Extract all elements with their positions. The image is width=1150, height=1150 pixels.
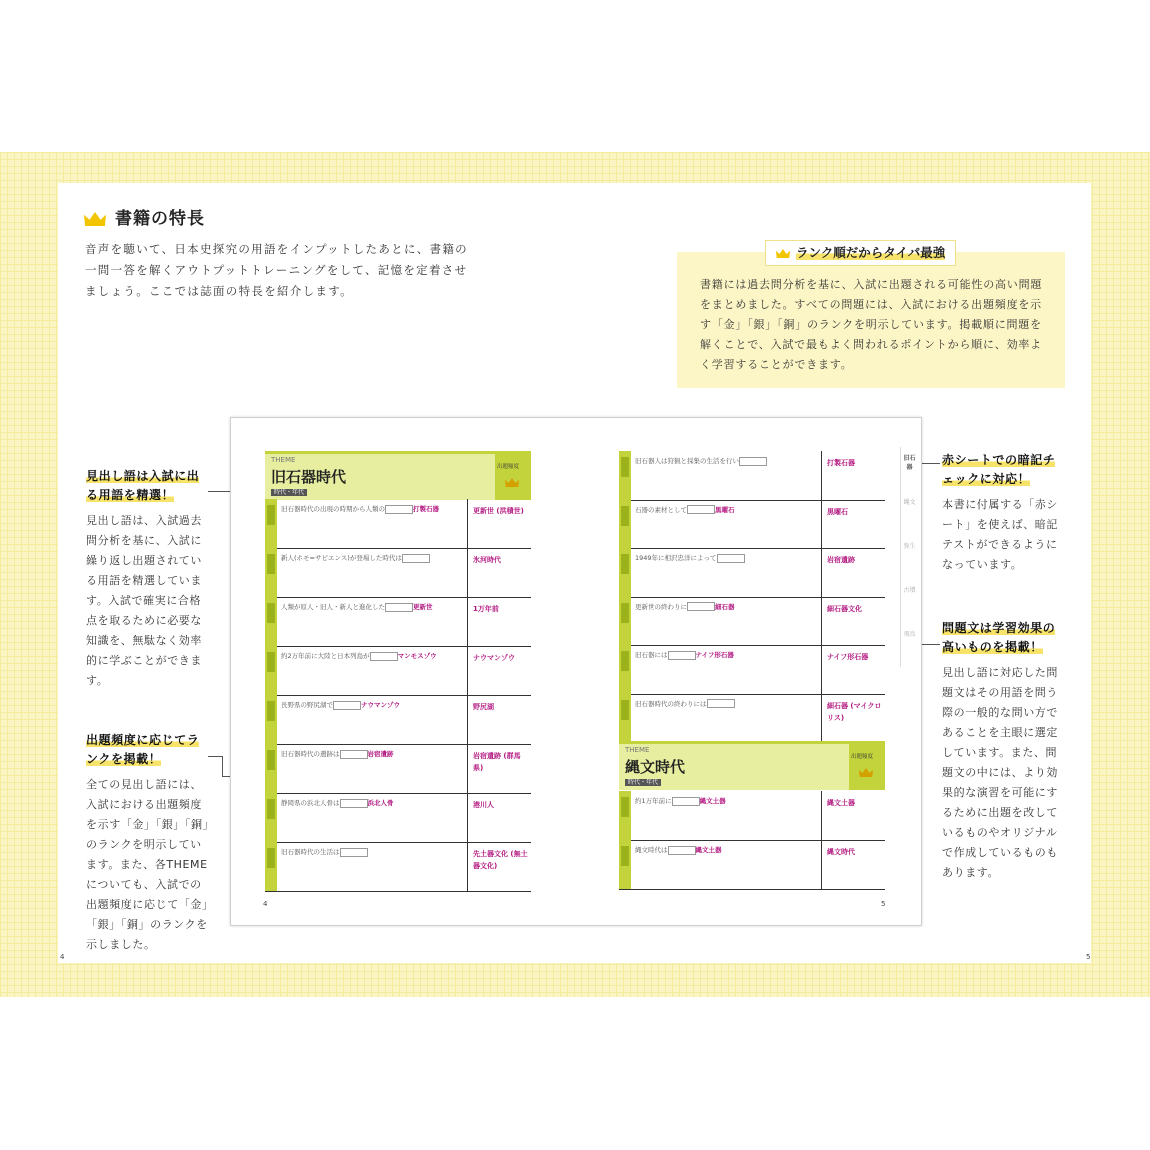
- callout-title: 見出し語は入試に出る用語を精選！: [86, 469, 200, 502]
- chapter-tabs: [900, 447, 918, 677]
- chapter-tab: 弥生: [900, 535, 918, 579]
- callout-body: 全ての見出し語には、入試における出題頻度を示す「金」「銀」「銅」のランクを明示しています。また、各THEMEについても、入試での出題頻度に応じて「金」「銀」「銅」のランクを示しました。: [86, 778, 209, 951]
- callout-body: 本書に付属する「赤シート」を使えば、暗記テストができるようになっています。: [942, 498, 1058, 571]
- crown-icon: [859, 768, 873, 777]
- question-row: [619, 840, 885, 890]
- question-row: [619, 791, 885, 841]
- answer-text: 黒曜石: [827, 507, 848, 516]
- question-text: 縄文時代は 縄文土器: [635, 846, 722, 854]
- theme-title: 縄文時代: [625, 758, 686, 776]
- question-text: 旧石器人は狩猟と採集の生活を行い: [635, 455, 811, 468]
- question-row: [619, 645, 885, 695]
- callout-redsheet: [942, 451, 1066, 575]
- book-page-number: 5: [881, 900, 886, 908]
- theme-header-left: THEME 旧石器時代 時代・年代 出題頻度: [265, 451, 531, 500]
- answer-text: 1万年前: [473, 605, 499, 613]
- answer-text: 先土器文化 (無土器文化): [473, 850, 528, 870]
- callout-body: 見出し語は、入試過去問分析を基に、入試に繰り返し出題されている用語を精選しています。入試で確実に合格点を取るために必要な知識を、無駄なく効率的に学ぶことができます。: [86, 514, 202, 687]
- callout-headword: [86, 467, 210, 691]
- page-title: 書籍の特長: [84, 204, 205, 229]
- crown-icon: [84, 212, 106, 226]
- question-text: 静岡県の浜北人骨は 浜北人骨: [281, 799, 394, 807]
- question-row: [265, 548, 531, 598]
- leader-line: [222, 756, 223, 776]
- answer-text: 港川人: [473, 801, 494, 809]
- page-number-right: 5: [1086, 953, 1091, 961]
- answer-text: 細石器 (マイクロリス): [827, 701, 882, 722]
- answer-text: 氷河時代: [473, 556, 501, 564]
- question-text: 旧石器時代の終わりには: [635, 698, 811, 711]
- leader-line: [208, 756, 222, 757]
- question-text: 旧石器時代の遺跡は 岩宿遺跡: [281, 750, 394, 758]
- question-row: [619, 500, 885, 550]
- chapter-tab: 旧石器: [900, 447, 918, 491]
- chapter-tab: 縄文: [900, 491, 918, 535]
- intro-text: 音声を聴いて、日本史探究の用語をインプットしたあとに、書籍の一問一答を解くアウトプットトレーニングをして、記憶を定着させましょう。ここでは誌面の特長を紹介します。: [85, 242, 468, 298]
- rank-box-body: 書籍には過去問分析を基に、入試に出題される可能性の高い問題をまとめました。すべての問題には、入試における出題頻度を示す「金」「銀」「銅」のランクを明示しています。掲載順に問題を解くことで、入試で最もよく問われるポイントから順に、効率よく学習することができます。: [700, 278, 1043, 371]
- answer-text: 岩宿遺跡: [827, 556, 855, 564]
- answer-text: 野尻湖: [473, 703, 494, 711]
- question-text: 旧石器には ナイフ形石器: [635, 651, 734, 659]
- answer-text: ナイフ形石器: [827, 653, 869, 661]
- crown-icon: [776, 249, 790, 258]
- question-row: [265, 744, 531, 794]
- answer-text: 打製石器: [827, 459, 855, 467]
- book-spread: [230, 417, 922, 926]
- answer-text: ナウマンゾウ: [473, 654, 515, 662]
- answer-text: 縄文時代: [827, 848, 855, 856]
- chapter-tab: 飛鳥: [900, 623, 918, 667]
- question-row: [265, 842, 531, 892]
- answer-text: 細石器文化: [827, 604, 862, 613]
- question-row: [265, 695, 531, 745]
- question-text: 人類が原人・旧人・新人と進化した 更新世: [281, 603, 433, 611]
- callout-question: [942, 619, 1066, 883]
- question-text: 更新世の終わりに 細石器: [635, 602, 735, 611]
- question-text: 新人(ホモ=サピエンス)が登場した時代は: [281, 552, 457, 565]
- question-row: [265, 597, 531, 647]
- question-row: [619, 597, 885, 647]
- theme-title: 旧石器時代: [271, 468, 347, 486]
- question-row: [265, 793, 531, 843]
- crown-icon: [505, 478, 519, 487]
- theme-header-right: THEME 縄文時代 時代・年代 出題頻度: [619, 741, 885, 790]
- question-row: [619, 694, 885, 744]
- question-row: [265, 499, 531, 549]
- question-row: [265, 646, 531, 696]
- question-text: 石器の素材として 黒曜石: [635, 505, 735, 514]
- question-text: 旧石器時代の出現の時期から人類の 打製石器: [281, 505, 439, 513]
- question-text: 旧石器時代の生活は: [281, 846, 457, 859]
- callout-title: 赤シートでの暗記チェックに対応！: [942, 453, 1056, 486]
- callout-title: 出題頻度に応じてランクを掲載！: [86, 733, 200, 766]
- question-row: [619, 548, 885, 598]
- chapter-tab: 古墳: [900, 579, 918, 623]
- question-text: 長野県の野尻湖で ナウマンゾウ: [281, 701, 400, 709]
- callout-title: 問題文は学習効果の高いものを掲載！: [942, 621, 1056, 654]
- page-number-left: 4: [60, 953, 65, 961]
- rank-box-title: ランク順だからタイパ最強: [765, 240, 956, 266]
- callout-body: 見出し語に対応した問題文はその用語を問う際の一般的な問い方であることを主眼に選定しています。また、問題文の中には、より効果的な演習を可能にするために出題を改しているものやオリジナルで作成しているものもあります。: [942, 666, 1058, 879]
- question-row: [619, 451, 885, 501]
- book-page-number: 4: [263, 900, 268, 908]
- callout-rank: [86, 731, 210, 955]
- answer-text: 縄文土器: [827, 799, 855, 807]
- question-text: 約1万年前に 縄文土器: [635, 797, 726, 805]
- question-text: 約2万年前に大陸と日本列島が マンモスゾウ: [281, 652, 437, 660]
- answer-text: 岩宿遺跡 (群馬県): [473, 752, 521, 772]
- answer-text: 更新世 (洪積世): [473, 507, 524, 515]
- question-text: 1949年に相沢忠洋によって: [635, 552, 811, 565]
